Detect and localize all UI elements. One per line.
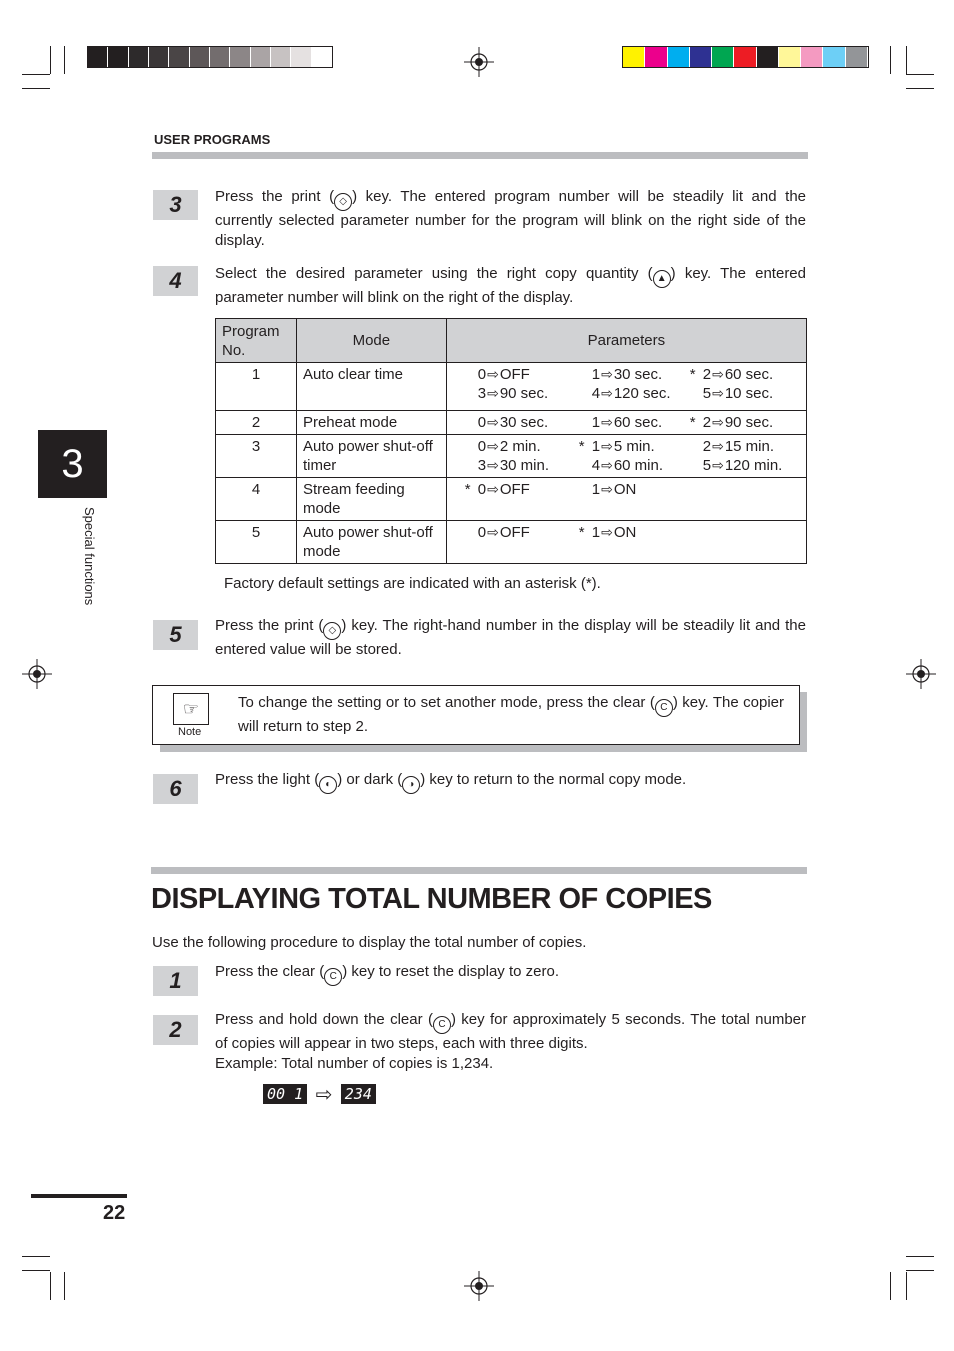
running-header: USER PROGRAMS xyxy=(154,132,271,147)
arrow-right-icon: ⇨ xyxy=(712,414,724,430)
gray-swatch xyxy=(190,47,209,67)
light-key-icon: ◐ xyxy=(319,776,337,794)
arrow-right-icon: ⇨ xyxy=(487,414,499,430)
step-text: Press the clear ( C ) key to reset the display to zero. xyxy=(215,962,806,986)
arrow-right-icon: ⇨ xyxy=(487,366,499,382)
registration-target-icon xyxy=(464,1271,494,1301)
note-box xyxy=(152,685,800,745)
color-calibration-bar xyxy=(622,46,869,68)
arrow-right-icon: ⇨ xyxy=(601,438,613,454)
registration-target-icon xyxy=(464,47,494,77)
arrow-right-icon: ⇨ xyxy=(487,438,499,454)
display-second-step: 234 xyxy=(341,1084,376,1104)
mode-cell: Auto power shut-off timer xyxy=(296,435,446,478)
parameter-option: 5⇨10 sec. xyxy=(702,385,774,402)
arrow-right-icon: ⇨ xyxy=(487,385,499,401)
arrow-right-icon: ⇨ xyxy=(601,457,613,473)
right-copy-quantity-key-icon: ▲ xyxy=(653,270,671,288)
table-row xyxy=(216,521,807,564)
color-swatch xyxy=(712,47,733,67)
gray-swatch xyxy=(291,47,310,67)
table-row xyxy=(216,435,807,478)
parameter-option: * 1⇨5 min. xyxy=(578,438,655,455)
parameters-cell xyxy=(446,363,806,411)
display-first-step: 00 1 xyxy=(263,1084,307,1104)
program-parameters-table xyxy=(215,318,807,564)
step-number: 4 xyxy=(153,266,198,296)
parameters-cell xyxy=(446,521,806,564)
table-footnote: Factory default settings are indicated with an asterisk (*). xyxy=(224,575,601,592)
chapter-side-label: Special functions xyxy=(82,507,97,606)
color-swatch xyxy=(801,47,822,67)
parameter-option: 0⇨OFF xyxy=(477,524,530,541)
section-rule xyxy=(151,867,807,874)
mode-cell: Preheat mode xyxy=(296,411,446,435)
gray-swatch xyxy=(230,47,249,67)
section-intro: Use the following procedure to display the total number of copies. xyxy=(152,934,587,951)
gray-swatch xyxy=(210,47,229,67)
page-number-rule xyxy=(31,1194,127,1198)
table-row xyxy=(216,411,807,435)
parameter-option: 1⇨ON xyxy=(591,481,637,498)
page-number: 22 xyxy=(103,1202,126,1224)
parameters-cell xyxy=(446,478,806,521)
arrow-right-icon: ⇨ xyxy=(487,457,499,473)
step-text: Press the print ( ◇ ) key. The entered program number will be steadily lit and the currently selected parameter number for the program will blink on the right side of the display. xyxy=(215,188,807,249)
header-rule xyxy=(152,152,808,159)
chapter-number: 3 xyxy=(61,442,84,486)
color-swatch xyxy=(623,47,644,67)
gray-swatch xyxy=(108,47,127,67)
arrow-right-icon: ⇨ xyxy=(601,414,613,430)
color-swatch xyxy=(668,47,689,67)
dark-key-icon: ◑ xyxy=(402,776,420,794)
arrow-right-icon: ⇨ xyxy=(315,1084,333,1106)
gray-swatch xyxy=(271,47,290,67)
chapter-tab xyxy=(38,430,107,498)
arrow-right-icon: ⇨ xyxy=(601,524,613,540)
section-title: DISPLAYING TOTAL NUMBER OF COPIES xyxy=(151,883,712,915)
mode-cell: Auto power shut-off mode xyxy=(296,521,446,564)
program-number-cell: 2 xyxy=(216,411,297,435)
parameter-option: 3⇨90 sec. xyxy=(477,385,549,402)
column-header: Program No. xyxy=(216,319,297,363)
note-label: Note xyxy=(178,726,202,738)
step-text: Press and hold down the clear ( C ) key for approximately 5 seconds. The total number of copies will appear in two steps, each with three digits. xyxy=(215,1011,806,1052)
color-swatch xyxy=(757,47,778,67)
arrow-right-icon: ⇨ xyxy=(712,457,724,473)
gray-swatch xyxy=(149,47,168,67)
gray-swatch xyxy=(88,47,107,67)
step-number: 1 xyxy=(153,966,198,996)
arrow-right-icon: ⇨ xyxy=(712,366,724,382)
note-icon: ☞ xyxy=(173,693,209,725)
arrow-right-icon: ⇨ xyxy=(487,524,499,540)
note-text: To change the setting or to set another mode, press the clear ( C ) key. The copier will return to step 2. xyxy=(238,694,785,735)
parameter-option: 0⇨OFF xyxy=(477,366,530,383)
arrow-right-icon: ⇨ xyxy=(601,481,613,497)
arrow-right-icon: ⇨ xyxy=(712,385,724,401)
parameter-option: 4⇨60 min. xyxy=(591,457,664,474)
color-swatch xyxy=(734,47,755,67)
arrow-right-icon: ⇨ xyxy=(601,385,613,401)
column-header: Parameters xyxy=(446,319,806,363)
arrow-right-icon: ⇨ xyxy=(712,438,724,454)
parameter-option: 1⇨60 sec. xyxy=(591,414,663,431)
step-number: 6 xyxy=(153,774,198,804)
print-key-icon: ◇ xyxy=(334,193,352,211)
clear-key-icon: C xyxy=(655,699,673,717)
parameter-option: 3⇨30 min. xyxy=(477,457,550,474)
parameter-option: 2⇨15 min. xyxy=(702,438,775,455)
gray-swatch xyxy=(251,47,270,67)
parameter-option: 0⇨2 min. xyxy=(477,438,541,455)
parameter-option: * 1⇨ON xyxy=(578,524,637,541)
display-example xyxy=(263,1082,376,1107)
color-swatch xyxy=(690,47,711,67)
color-swatch xyxy=(846,47,867,67)
program-number-cell: 5 xyxy=(216,521,297,564)
color-swatch xyxy=(823,47,844,67)
program-number-cell: 3 xyxy=(216,435,297,478)
clear-key-icon: C xyxy=(324,968,342,986)
parameter-option: * 2⇨90 sec. xyxy=(689,414,774,431)
step-text: Press the light ( ◐ ) or dark ( ◑ ) key to return to the normal copy mode. xyxy=(215,770,806,794)
step-text: Select the desired parameter using the right copy quantity ( ▲ ) key. The entered parameter number will blink on the right of the display. xyxy=(215,265,806,306)
registration-target-icon xyxy=(22,659,52,689)
gray-swatch xyxy=(312,47,331,67)
parameter-option: 1⇨30 sec. xyxy=(591,366,663,383)
parameter-option: 0⇨30 sec. xyxy=(477,414,549,431)
column-header: Mode xyxy=(296,319,446,363)
step-text: Press the print ( ◇ ) key. The right-hand number in the display will be steadily lit and the entered value will be stored. xyxy=(215,617,806,658)
example-text: Example: Total number of copies is 1,234. xyxy=(215,1055,494,1072)
step-number: 3 xyxy=(153,190,198,220)
program-number-cell: 4 xyxy=(216,478,297,521)
gray-swatch xyxy=(129,47,148,67)
color-swatch xyxy=(779,47,800,67)
step-number: 2 xyxy=(153,1015,198,1045)
arrow-right-icon: ⇨ xyxy=(601,366,613,382)
gray-scale-bar xyxy=(87,46,333,68)
parameter-option: 5⇨120 min. xyxy=(702,457,783,474)
parameters-cell xyxy=(446,411,806,435)
registration-target-icon xyxy=(906,659,936,689)
table-row xyxy=(216,478,807,521)
parameters-cell xyxy=(446,435,806,478)
step-number: 5 xyxy=(153,620,198,650)
table-row xyxy=(216,363,807,411)
mode-cell: Auto clear time xyxy=(296,363,446,411)
parameter-option: * 0⇨OFF xyxy=(464,481,530,498)
color-swatch xyxy=(645,47,666,67)
print-key-icon: ◇ xyxy=(323,622,341,640)
program-number-cell: 1 xyxy=(216,363,297,411)
gray-swatch xyxy=(169,47,188,67)
clear-key-icon: C xyxy=(433,1016,451,1034)
mode-cell: Stream feeding mode xyxy=(296,478,446,521)
parameter-option: 4⇨120 sec. xyxy=(591,385,671,402)
parameter-option: * 2⇨60 sec. xyxy=(689,366,774,383)
arrow-right-icon: ⇨ xyxy=(487,481,499,497)
